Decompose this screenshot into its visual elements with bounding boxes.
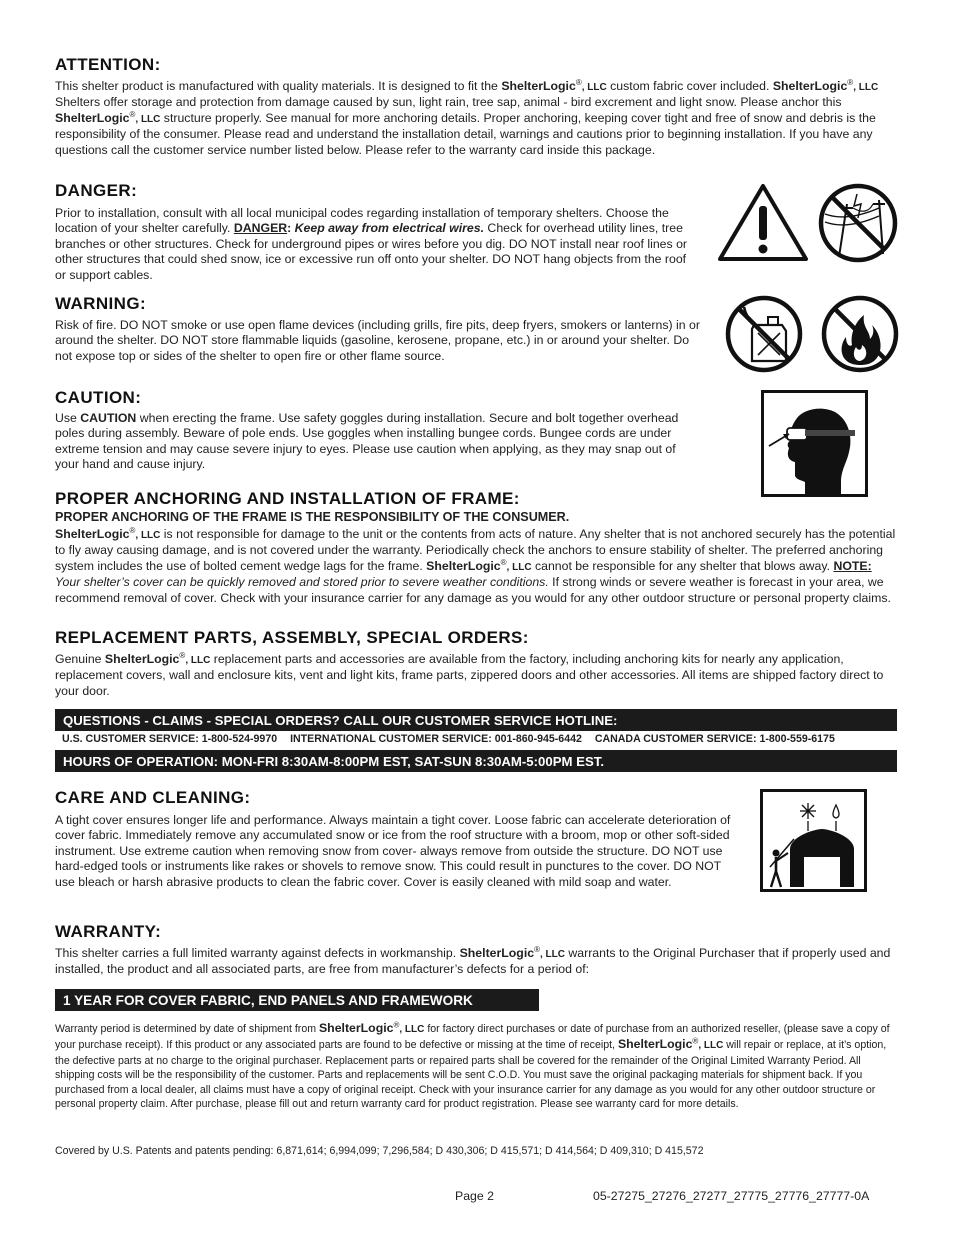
warning-heading: WARNING: xyxy=(55,294,147,313)
danger-heading: DANGER: xyxy=(55,181,138,200)
anchoring-text: ShelterLogic®, LLC is not responsible for damage to the unit or the contents from acts of nature. Any shelter that is not anchored securely has the potential to fly away causing damage, and is not covered under the warranty. Periodically check the anchors to ensure stability of shelter. The preferred anchoring system includes the use of bolted cement wedge lags for the frame. ShelterLogic®, LLC cannot be responsible for any shelter that blows away. NOTE: Your shelter’s cover can be quickly removed and stored prior to severe weather conditions. If strong winds or severe weather is forecast in your area, we recommend removal of cover. Check with your insurance carrier for any damage as you would for any other outdoor structure or personal property claims. xyxy=(55,525,896,605)
caution-text: Use CAUTION when erecting the frame. Use safety goggles during installation. Secure and bolt together overhead poles during assembly. Beware of pole ends. Use goggles when installing bungee cords. Bungee cords are under extreme tension and may cause severe injury to eyes. Please use caution when applying, as they may snap out of your hand and cause injury. xyxy=(55,411,679,472)
no-fire-icon xyxy=(820,295,900,373)
warranty-heading: WARRANTY: xyxy=(55,922,162,941)
us-phone[interactable]: U.S. CUSTOMER SERVICE: 1-800-524-9970 xyxy=(62,733,278,745)
patents-text: Covered by U.S. Patents and patents pending: 6,871,614; 6,994,099; 7,296,584; D 430,306; D 415,571; D 414,564; D 409,310; D 415,572 xyxy=(55,1145,704,1157)
warning-text: Risk of fire. DO NOT smoke or use open flame devices (including grills, fire pits, deep fryers, smokers or lanterns) in or around the shelter. DO NOT store flammable liquids (gasoline, kerosene, propane, etc.) in or around your shelter. Do not expose top or sides of the shelter to open fire or other flame source. xyxy=(55,318,700,363)
document-code: 05-27275_27276_27277_27775_27776_27777-0A xyxy=(593,1189,870,1203)
attention-text: This shelter product is manufactured with quality materials. It is designed to fit the ShelterLogic®, LLC custom fabric cover included. ShelterLogic®, LLC Shelters offer storage and protection from damage caused by sun, light rain, tree sap, animal - bird excrement and light snow. Please anchor this ShelterLogic®, LLC structure properly. See manual for more anchoring details. Proper anchoring, keeping cover tight and free of snow and debris is the responsibility of the consumer. Please read and understand the installation detail, warnings and cautions prior to beginning installation. If you have any questions call the customer service number listed below. Please refer to the warranty card inside this package. xyxy=(55,77,879,157)
safety-goggles-head-icon xyxy=(761,390,868,497)
attention-heading: ATTENTION: xyxy=(55,55,161,74)
danger-text: Prior to installation, consult with all local municipal codes regarding installation of temporary shelters. Choose the location of your shelter carefully. DANGER: Keep away from electrical wires. Check for overhead utility lines, tree branches or other structures. Check for underground pipes or wires before you dig. DO NOT install near roof lines or other structures that could shed snow, ice or excessive run off onto your shelter. DO NOT hang objects from the roof or support cables. xyxy=(55,206,687,282)
canada-phone[interactable]: CANADA CUSTOMER SERVICE: 1-800-559-6175 xyxy=(594,733,835,745)
care-text: A tight cover ensures longer life and performance. Always maintain a tight cover. Loose fabric can accelerate deterioration of cover fabric. Immediately remove any accumulated snow or ice from the roof structure with a broom, mop or other soft-sided instrument. Use extreme caution when removing snow from cover- always remove from outside the structure. DO NOT use hard-edged tools or instruments like rakes or shovels to remove snow. This could result in punctures to the cover. DO NOT use bleach or harsh abrasive products to clean the fabric cover. Cover is easily cleaned with mild soap and water. xyxy=(55,813,731,889)
replacement-text: Genuine ShelterLogic®, LLC replacement parts and accessories are available from the factory, including anchoring kits for nearly any application, replacement covers, wall and enclosure kits, vent and light kits, frame parts, zippered doors and other accessories. All items are shipped factory direct to your door. xyxy=(55,650,884,698)
caution-heading: CAUTION: xyxy=(55,388,142,407)
warning-triangle-icon xyxy=(716,182,810,262)
warranty-details: Warranty period is determined by date of shipment from ShelterLogic®, LLC for factory direct purchases or date of purchase from an authorized reseller, (please save a copy of your purchase receipt). If this product or any associated parts are found to be defective or missing at the time of receipt, ShelterLogic®, LLC will repair or replace, at it’s option, the defective parts at no charge to the original purchaser. Replacement parts or repaired parts shall be covered for the remainder of the Original Limited Warranty Period. All shipping costs will be the responsibility of the customer. Parts and replacements will be sent C.O.D. You must save the original packaging materials for shipment back. If you purchased from a local dealer, all claims must have a copy of original receipt. Check with your insurance carrier for any damage as you would for any other outdoor structure or personal property claim. After purchase, please fill out and return warranty card for product registration. Please see warranty card for more details. xyxy=(55,1020,890,1111)
snow-removal-shelter-icon xyxy=(760,789,867,892)
hours-bar: HOURS OF OPERATION: MON-FRI 8:30AM-8:00PM EST, SAT-SUN 8:30AM-5:00PM EST. xyxy=(55,750,897,772)
care-heading: CARE AND CLEANING: xyxy=(55,788,251,807)
anchoring-heading: PROPER ANCHORING AND INSTALLATION OF FRAME: xyxy=(55,489,520,508)
hotline-bar: QUESTIONS - CLAIMS - SPECIAL ORDERS? CALL OUR CUSTOMER SERVICE HOTLINE: xyxy=(55,709,897,731)
warranty-text: This shelter carries a full limited warranty against defects in workmanship. ShelterLogic®, LLC warrants to the Original Purchaser that if properly used and installed, the product and all associated parts, are free from manufacturer’s defects for a period of: xyxy=(55,944,891,977)
replacement-heading: REPLACEMENT PARTS, ASSEMBLY, SPECIAL ORDERS: xyxy=(55,628,529,647)
anchoring-subheading: PROPER ANCHORING OF THE FRAME IS THE RESPONSIBILITY OF THE CONSUMER. xyxy=(55,510,570,524)
no-gas-can-icon xyxy=(724,295,804,373)
customer-service-numbers xyxy=(62,733,845,745)
page-number: Page 2 xyxy=(455,1189,494,1203)
intl-phone[interactable]: INTERNATIONAL CUSTOMER SERVICE: 001-860-945-6442 xyxy=(290,733,582,745)
no-power-lines-icon xyxy=(817,182,899,264)
warranty-period-bar: 1 YEAR FOR COVER FABRIC, END PANELS AND FRAMEWORK xyxy=(55,989,539,1011)
